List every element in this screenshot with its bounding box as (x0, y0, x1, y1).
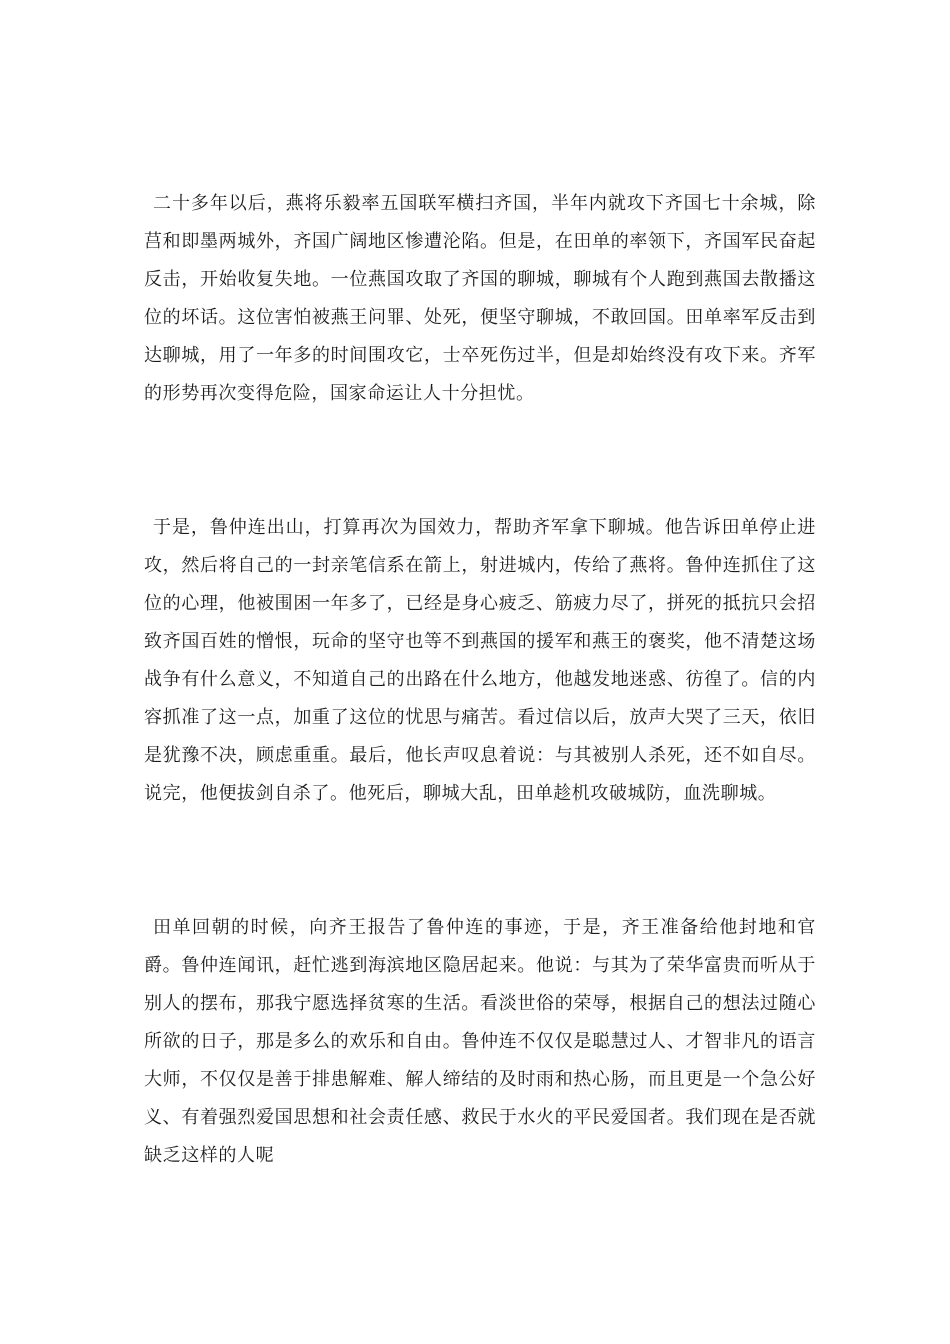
paragraph-1: 二十多年以后，燕将乐毅率五国联军横扫齐国，半年内就攻下齐国七十余城，除莒和即墨两城外，齐国广阔地区惨遭沦陷。但是，在田单的率领下，齐国军民奋起反击，开始收复失地。一位燕国攻取了齐国的聊城，聊城有个人跑到燕国去散播这位的坏话。这位害怕被燕王问罪、处死，便坚守聊城，不敢回国。田单率军反击到达聊城，用了一年多的时间围攻它，士卒死伤过半，但是却始终没有攻下来。齐军的形势再次变得危险，国家命运让人十分担忧。 (144, 193, 816, 404)
paragraph-2: 于是，鲁仲连出山，打算再次为国效力，帮助齐军拿下聊城。他告诉田单停止进攻，然后将自己的一封亲笔信系在箭上，射进城内，传给了燕将。鲁仲连抓住了这位的心理，他被围困一年多了，已经是身心疲乏、筋疲力尽了，拼死的抵抗只会招致齐国百姓的憎恨，玩命的坚守也等不到燕国的援军和燕王的褒奖，他不清楚这场战争有什么意义，不知道自己的出路在什么地方，他越发地迷惑、彷徨了。信的内容抓准了这一点，加重了这位的忧思与痛苦。看过信以后，放声大哭了三天，依旧是犹豫不决，顾虑重重。最后，他长声叹息着说：与其被别人杀死，还不如自尽。说完，他便拔剑自杀了。他死后，聊城大乱，田单趁机攻破城防，血洗聊城。 (144, 517, 816, 804)
document-body (144, 185, 816, 1175)
paragraph-3: 田单回朝的时候，向齐王报告了鲁仲连的事迹，于是，齐王准备给他封地和官爵。鲁仲连闻讯，赶忙逃到海滨地区隐居起来。他说：与其为了荣华富贵而听从于别人的摆布，那我宁愿选择贫寒的生活。看淡世俗的荣辱，根据自己的想法过随心所欲的日子，那是多么的欢乐和自由。鲁仲连不仅仅是聪慧过人、才智非凡的语言大师，不仅仅是善于排患解难、解人缔结的及时雨和热心肠，而且更是一个急公好义、有着强烈爱国思想和社会责任感、救民于水火的平民爱国者。我们现在是否就缺乏这样的人呢 (144, 917, 816, 1166)
